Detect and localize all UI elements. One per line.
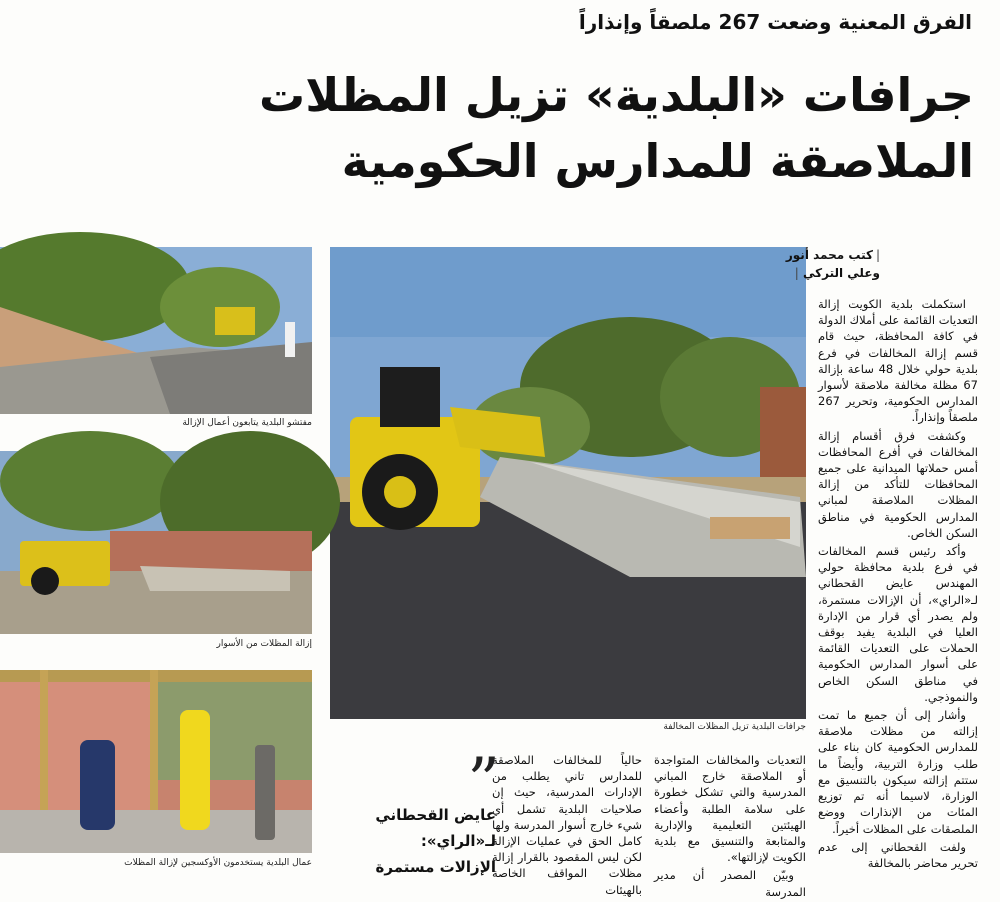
- main-photo-caption: جرافات البلدية تزيل المظلات المخالفة: [663, 722, 806, 732]
- main-photo: [330, 247, 806, 719]
- pull-quote-line-3: الإزالات مستمرة: [375, 858, 496, 876]
- headline: [254, 62, 974, 194]
- paragraph: وأكد رئيس قسم المخالفات في فرع بلدية محافظة حولي المهندس عايض القحطاني لـ«الراي»، أن الإزالات مستمرة، ولم يصدر أي قرار من الإدارة العليا في البلدية يفيد بوقف الحملات على التعديات القائمة على أسوار المدارس الحكومية في مناطق السكن الخاص والنموذجي.: [818, 544, 978, 704]
- article-column-middle-1: [654, 752, 806, 902]
- paragraph: وكشفت فرق أقسام إزالة المخالفات في أفرع المحافظات أمس حملاتها الميدانية على جميع المحافظات للتأكد من إزالة المظلات الملاصقة لمباني المدارس الحكومية في مناطق السكن الخاص.: [818, 428, 978, 540]
- byline-author-1: محمد أنور: [785, 248, 845, 262]
- headline-line-2: الملاصقة للمدارس الحكومية: [341, 134, 974, 188]
- left-photo-2-caption: إزالة المظلات من الأسوار: [216, 639, 312, 649]
- paragraph: ولفت القحطاني إلى عدم تحرير محاضر بالمخالفة: [818, 839, 978, 870]
- paragraph: استكملت بلدية الكويت إزالة التعديات القائمة على أملاك الدولة في كافة المحافظة، حيث قام قسم إزالة المخالفات في فرع بلدية حولي خلال 48 ساعة بإزالة 67 مظلة مخالفة ملاصقة لأسوار المدارس الحكومية، وتحرير 267 ملصقاً وإنذاراً.: [818, 297, 979, 425]
- quote-mark-icon: ”: [467, 745, 500, 819]
- pull-quote: [356, 802, 496, 880]
- pull-quote-name: عايض القحطاني: [375, 806, 496, 824]
- pull-quote-line-2: لـ«الراي»:: [420, 832, 496, 850]
- article-column-middle-2: [492, 752, 642, 900]
- headline-line-1: جرافات «البلدية» تزيل المظلات: [258, 68, 974, 122]
- left-photo-1-caption: مفتشو البلدية يتابعون أعمال الإزالة: [182, 418, 312, 428]
- left-photo-1: [0, 247, 312, 414]
- byline: |كتب محمد أنور وعلي التركي |: [785, 248, 880, 280]
- paragraph: وبيّن المصدر أن مدير المدرسة: [654, 868, 806, 899]
- paragraph: حالياً للمخالفات الملاصقة للمدارس تاني يطلب من الإدارات المدرسية، حيث إن صلاحيات البلدية تشمل أي شيء خارج أسوار المدرسة ولها كامل الحق في عمليات الإزالة لكن ليس المقصود بالقرار إزالة مظلات المواقف الخاصة بالهيئات: [492, 753, 642, 897]
- article-column-right: [818, 296, 978, 873]
- left-photo-3-caption: عمال البلدية يستخدمون الأوكسجين لإزالة المظلات: [124, 858, 312, 868]
- paragraph: التعديات والمخالفات المتواجدة أو الملاصقة خارج المباني المدرسية والتي تشكل خطورة على سلامة الطلبة وأعضاء الهيئتين التعليمية والإدارية والمتابعة والتنسيق مع بلدية الكويت لإزالتها».: [654, 753, 806, 865]
- left-photo-2: [0, 451, 312, 634]
- byline-author-2: وعلي التركي: [803, 266, 880, 280]
- left-photo-3: [0, 670, 312, 853]
- kicker: الفرق المعنية وضعت 267 ملصقاً وإنذاراً: [578, 10, 972, 34]
- byline-prefix: كتب: [848, 248, 873, 262]
- paragraph: وأشار إلى أن جميع ما تمت إزالته من مظلات ملاصقة للمدارس الحكومية كان بناء على طلب وزارة التربية، وأيضاً ما ستتم إزالته سيكون بالتنسيق مع الوزارة، لاسيما أنه تم توزيع المئات من الإنذارات ووضع الملصقات على المظلات أخيراً.: [818, 708, 978, 836]
